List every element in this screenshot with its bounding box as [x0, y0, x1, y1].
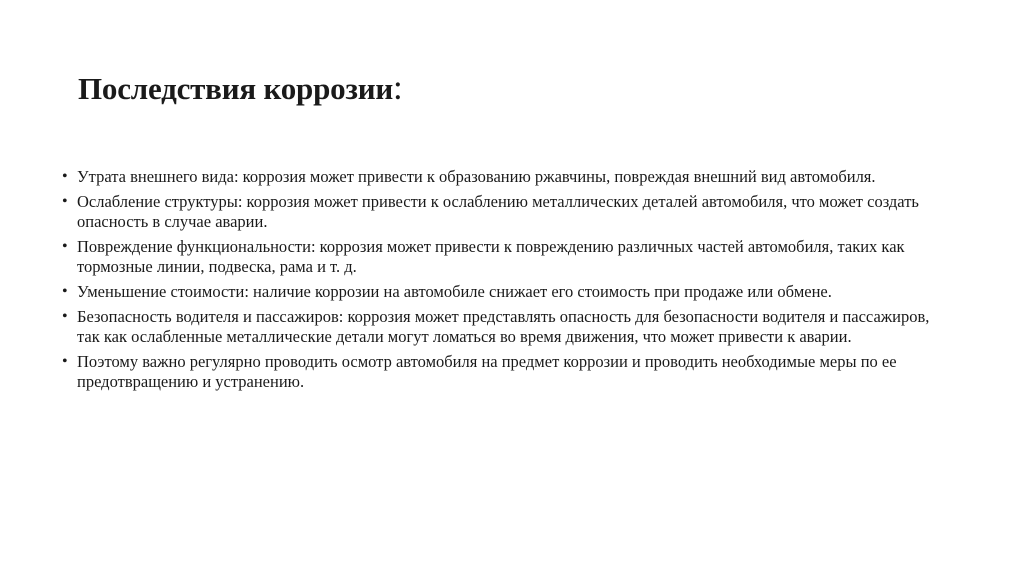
bullet-item: [62, 352, 952, 392]
bullet-list: [62, 167, 952, 397]
bullet-text: Безопасность водителя и пассажиров: коррозия может представлять опасность для безопасности водителя и пассажиров, так как ослабленные металлические детали могут ломаться во время движения, что может привести к аварии.: [77, 307, 930, 346]
bullet-text: Поэтому важно регулярно проводить осмотр автомобиля на предмет коррозии и проводить необходимые меры по ее предотвращению и устранению.: [77, 352, 897, 391]
slide-title-text: Последствия коррозии: [78, 71, 394, 106]
bullet-text: Ослабление структуры: коррозия может привести к ослаблению металлических деталей автомобиля, что может создать опасность в случае аварии.: [77, 192, 919, 231]
bullet-icon: •: [62, 168, 68, 185]
bullet-item: [62, 192, 952, 232]
bullet-icon: •: [62, 283, 68, 300]
slide-title-colon: :: [393, 68, 403, 107]
bullet-icon: •: [62, 308, 68, 325]
bullet-text: Утрата внешнего вида: коррозия может привести к образованию ржавчины, повреждая внешний вид автомобиля.: [77, 167, 876, 186]
bullet-item: [62, 237, 952, 277]
bullet-icon: •: [62, 193, 68, 210]
slide-title: [78, 70, 403, 107]
bullet-item: [62, 282, 952, 302]
bullet-text: Уменьшение стоимости: наличие коррозии на автомобиле снижает его стоимость при продаже или обмене.: [77, 282, 832, 301]
bullet-item: [62, 307, 952, 347]
bullet-icon: •: [62, 353, 68, 370]
bullet-text: Повреждение функциональности: коррозия может привести к повреждению различных частей автомобиля, таких как тормозные линии, подвеска, рама и т. д.: [77, 237, 905, 276]
bullet-item: [62, 167, 952, 187]
bullet-icon: •: [62, 238, 68, 255]
